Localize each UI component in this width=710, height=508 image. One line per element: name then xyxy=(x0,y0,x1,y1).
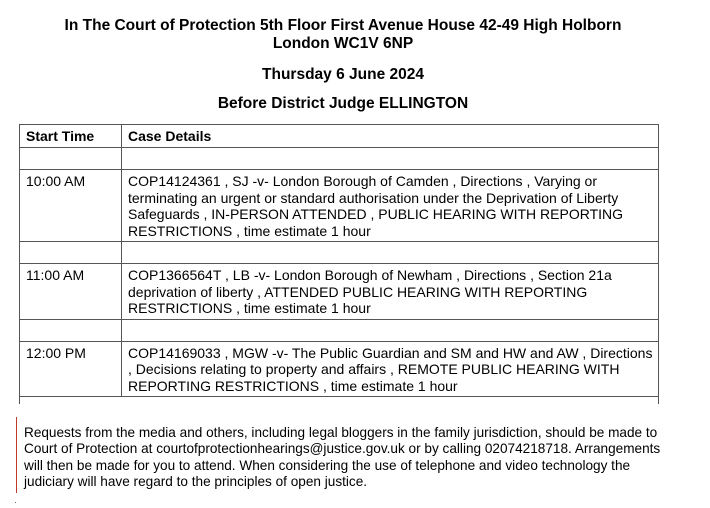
empty-cell xyxy=(20,148,122,169)
table-row xyxy=(20,342,658,398)
table-row xyxy=(20,170,658,242)
empty-cell xyxy=(122,320,658,341)
case-details-cell: COP14169033 , MGW -v- The Public Guardian and SM and HW and AW , Directions , Decisions relating to property and affairs , REMOTE PUBLIC HEARING WITH REPORTING RESTRICTIONS , time estimate 1 hour xyxy=(128,344,653,394)
empty-cell xyxy=(122,148,658,169)
empty-cell xyxy=(20,320,122,341)
page-mark xyxy=(15,502,16,503)
table-spacer-row xyxy=(20,148,658,170)
table-spacer-row xyxy=(20,242,658,264)
empty-cell xyxy=(20,242,122,263)
case-details-cell: COP1366564T , LB -v- London Borough of Newham , Directions , Section 21a deprivation of liberty , ATTENDED PUBLIC HEARING WITH REPORTING RESTRICTIONS , time estimate 1 hour xyxy=(128,267,612,316)
start-time-cell: 12:00 PM xyxy=(20,342,122,397)
column-header-case-details: Case Details xyxy=(128,128,212,144)
table-row xyxy=(20,264,658,320)
judge-name: Before District Judge ELLINGTON xyxy=(217,95,469,112)
hearing-date: Thursday 6 June 2024 xyxy=(262,66,424,83)
start-time-cell: 10:00 AM xyxy=(20,170,122,241)
media-access-notice xyxy=(16,417,676,493)
case-details-cell: COP14124361 , SJ -v- London Borough of Camden , Directions , Varying or terminating an urgent or standard authorisation under the Deprivation of Liberty Safeguards , IN-PERSON ATTENDED , PUBLIC HEARING WITH REPORTING RESTRICTIONS , time estimate 1 hour xyxy=(128,173,624,239)
table-spacer-row xyxy=(20,320,658,342)
media-access-notice-text: Requests from the media and others, including legal bloggers in the family jurisdiction, should be made to Court of Protection at courtofprotectionhearings@justice.gov.uk or by calling 02074218718. Arrangements will then be made for you to attend. When considering the use of telephone and video technology the judiciary will have regard to the principles of open justice. xyxy=(24,425,661,489)
court-address-line-1: In The Court of Protection 5th Floor First Avenue House 42-49 High Holborn xyxy=(64,17,622,34)
start-time-cell: 11:00 AM xyxy=(20,264,122,319)
court-address-line-2: London WC1V 6NP xyxy=(272,35,414,52)
empty-cell xyxy=(122,242,658,263)
column-header-start-time: Start Time xyxy=(20,125,122,147)
cause-list-table xyxy=(19,124,659,404)
table-header-row xyxy=(20,125,658,148)
